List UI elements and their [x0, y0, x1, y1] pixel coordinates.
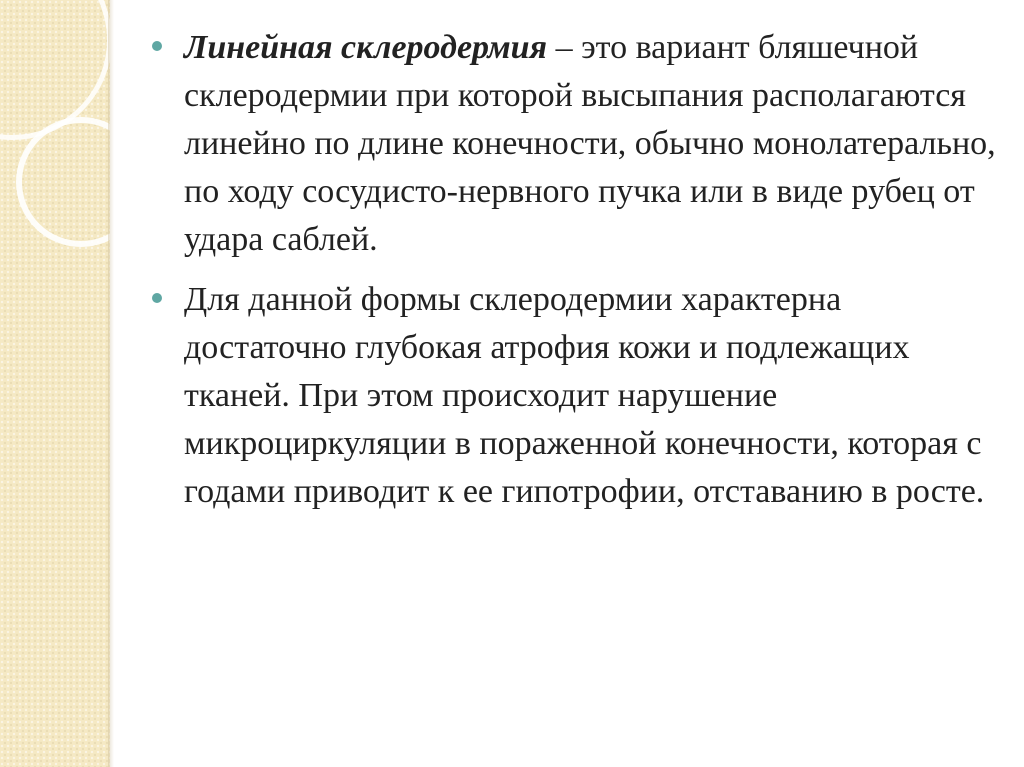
panel-edge-shadow: [108, 0, 114, 767]
bullet-term: Линейная склеродермия: [184, 29, 548, 66]
bullet-dot-icon: [152, 293, 162, 303]
bullet-item: [150, 276, 1000, 516]
bullet-text: – это вариант бляшечной склеродермии при которой высыпания располагаются линейно по длине конечности, обычно монолатерально, по ходу сосудисто-нервного пучка или в виде рубец от удара саблей.: [184, 29, 996, 258]
bullet-text: Для данной формы склеродермии характерна достаточно глубокая атрофия кожи и подлежащих тканей. При этом происходит нарушение микроциркуляции в пораженной конечности, которая с годами приводит к ее гипотрофии, отставанию в росте.: [184, 281, 985, 510]
bullet-dot-icon: [152, 41, 162, 51]
slide-body: [150, 24, 1000, 528]
bullet-item: [150, 24, 1000, 264]
decorative-side-panel: [0, 0, 110, 767]
